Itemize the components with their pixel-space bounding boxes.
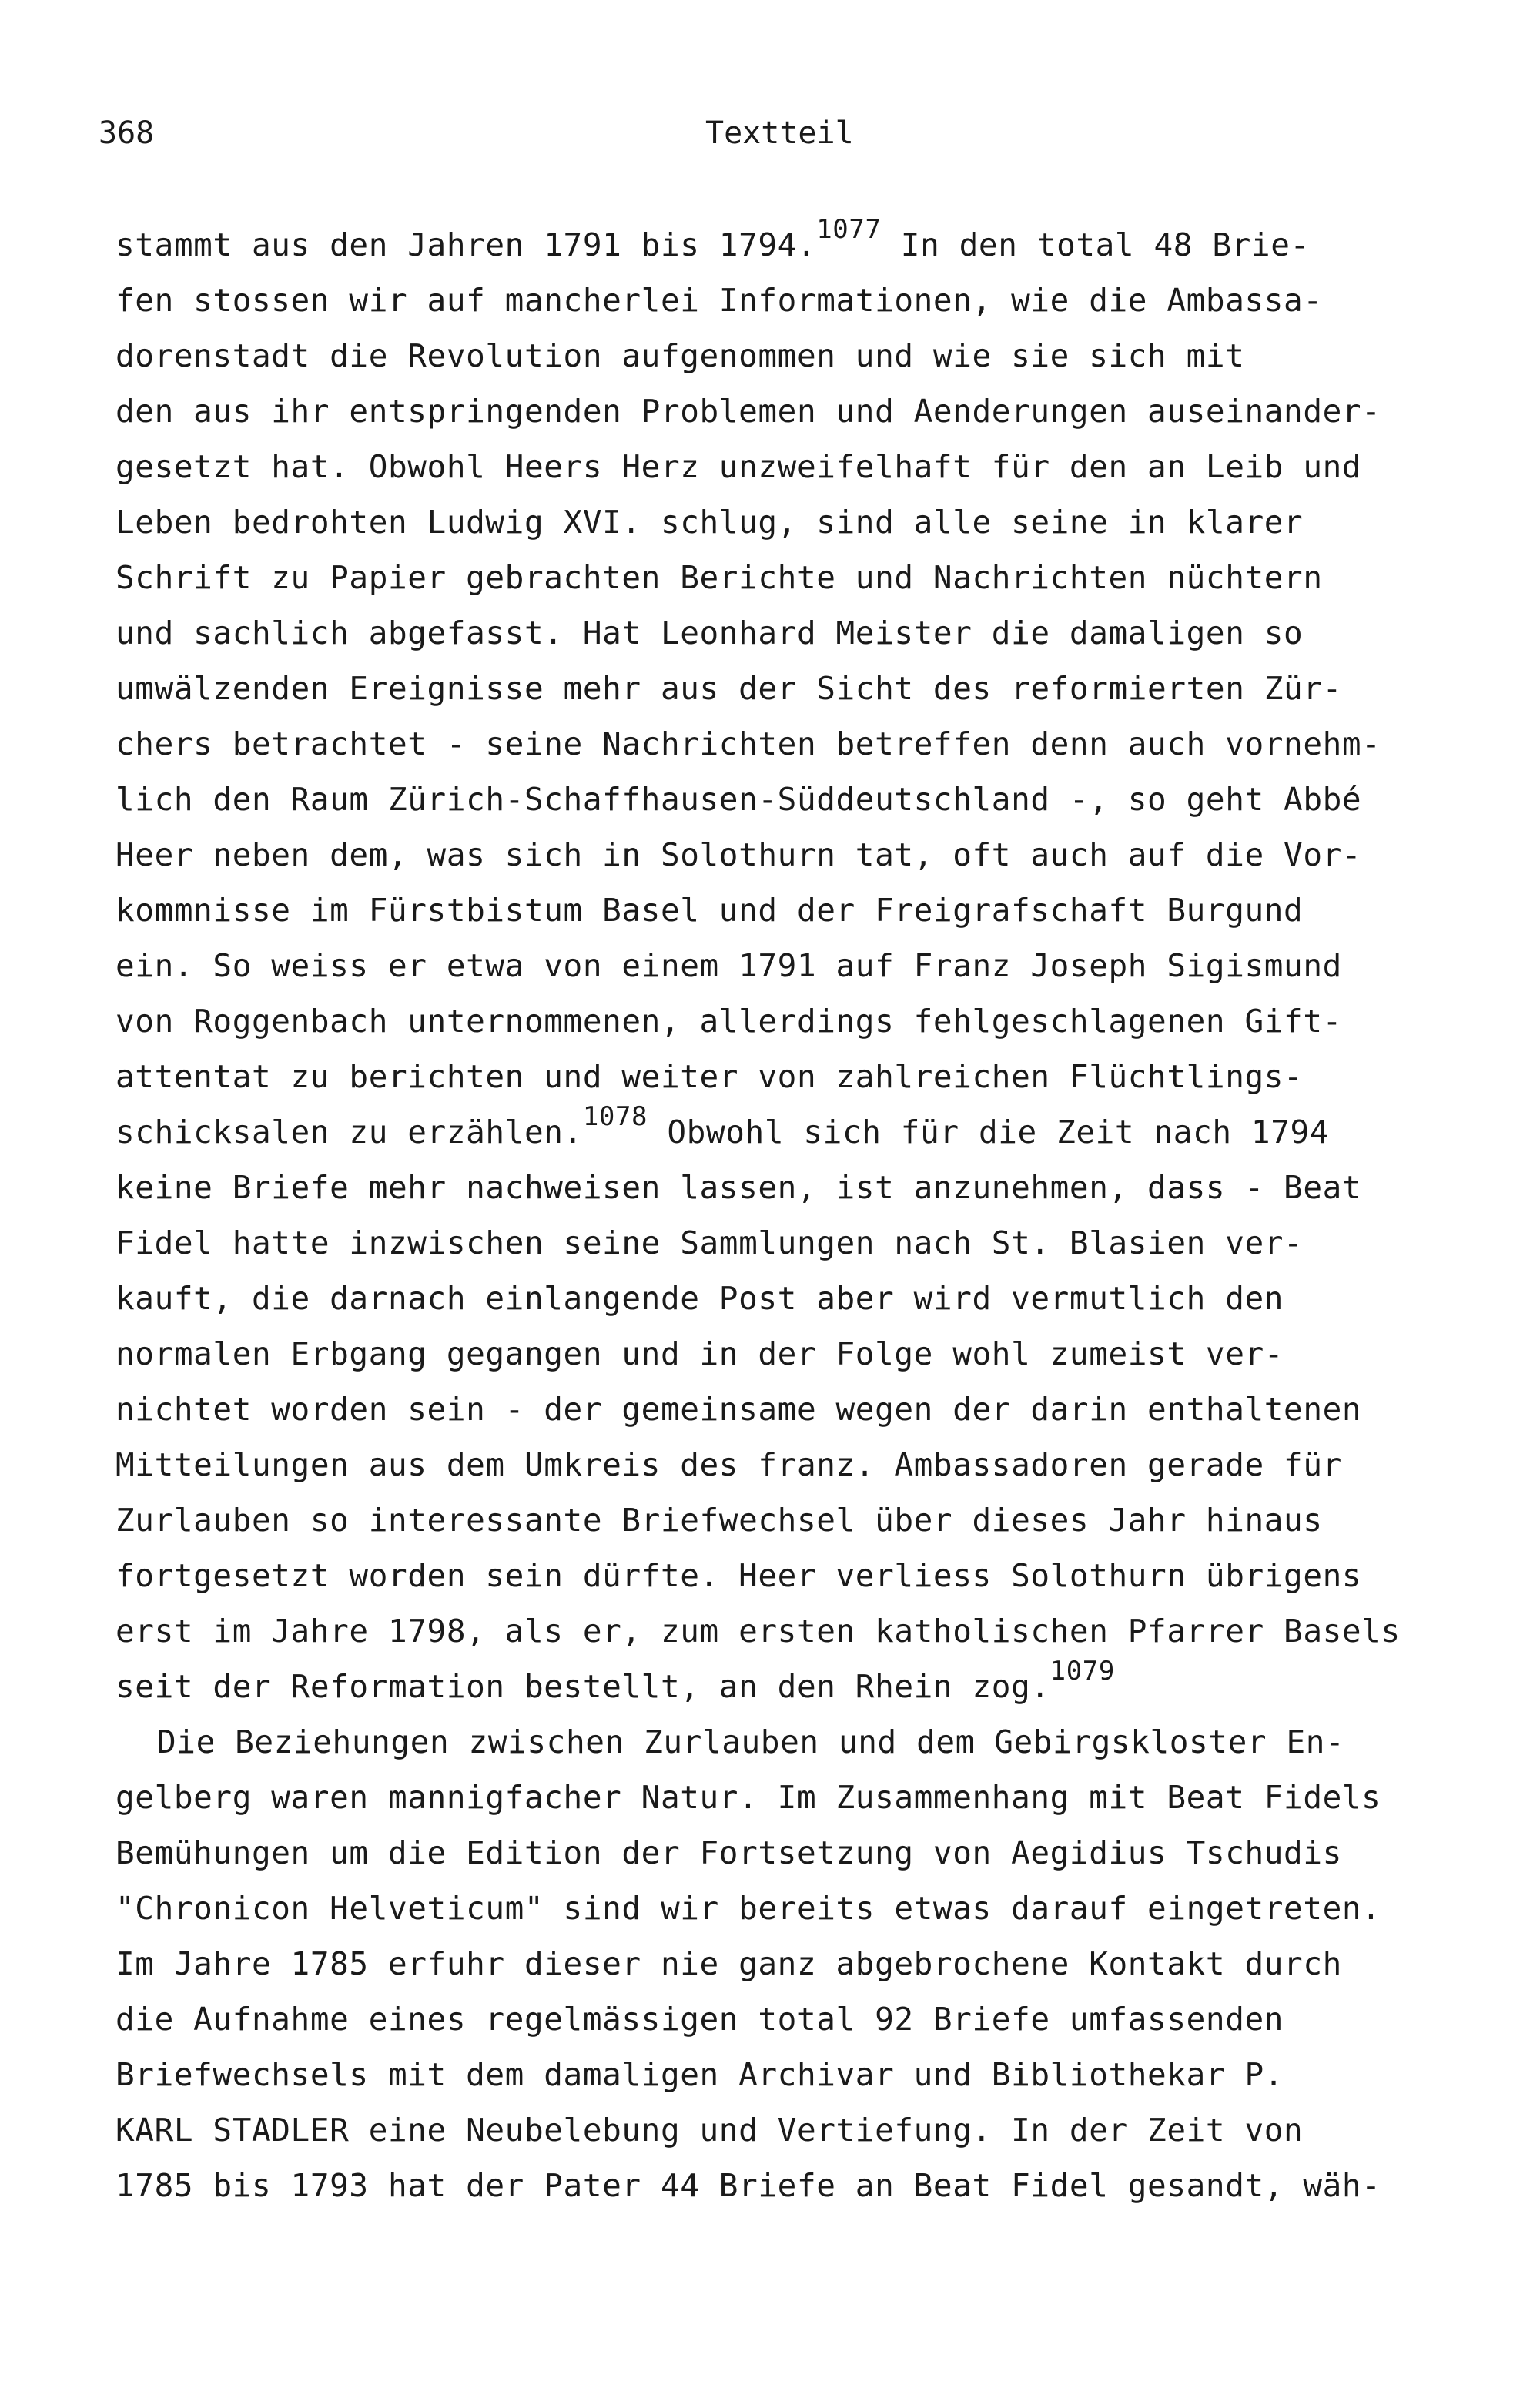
line-text: den aus ihr entspringenden Problemen und Aenderungen auseinander- [116, 393, 1381, 430]
line-text-continued: Obwohl sich für die Zeit nach 1794 [648, 1114, 1330, 1151]
line-text: gesetzt hat. Obwohl Heers Herz unzweifelhaft für den an Leib und [116, 448, 1362, 485]
line-text: Briefwechsels mit dem damaligen Archivar und Bibliothekar P. [116, 2056, 1284, 2093]
text-line [116, 1271, 1494, 1326]
footnote-reference: 1079 [1050, 1656, 1115, 1687]
line-text: stammt aus den Jahren 1791 bis 1794. [116, 226, 817, 263]
line-text: umwälzenden Ereignisse mehr aus der Sicht des reformierten Zür- [116, 670, 1342, 707]
line-text: fen stossen wir auf mancherlei Informationen, wie die Ambassa- [116, 282, 1323, 319]
text-line [116, 827, 1494, 883]
line-text: fortgesetzt worden sein dürfte. Heer verliess Solothurn übrigens [116, 1557, 1362, 1594]
page-number: 368 [99, 116, 155, 151]
text-line [116, 1160, 1494, 1215]
line-text: und sachlich abgefasst. Hat Leonhard Meister die damaligen so [116, 615, 1304, 652]
text-line [116, 1936, 1494, 1991]
line-text: erst im Jahre 1798, als er, zum ersten katholischen Pfarrer Basels [116, 1613, 1401, 1650]
text-line [116, 1656, 1494, 1714]
text-line [116, 1492, 1494, 1548]
body-text [116, 214, 1494, 2213]
text-line [116, 2102, 1494, 2158]
text-line [116, 214, 1494, 273]
text-line [116, 2047, 1494, 2102]
text-line [116, 328, 1494, 384]
line-text: Zurlauben so interessante Briefwechsel über dieses Jahr hinaus [116, 1502, 1323, 1539]
line-text: kauft, die darnach einlangende Post aber wird vermutlich den [116, 1280, 1284, 1317]
line-text: seit der Reformation bestellt, an den Rhein zog. [116, 1668, 1050, 1705]
line-text: Leben bedrohten Ludwig XVI. schlug, sind alle seine in klarer [116, 504, 1304, 541]
text-line [116, 1215, 1494, 1271]
text-line [116, 1770, 1494, 1825]
line-text: schicksalen zu erzählen. [116, 1114, 583, 1151]
text-line [116, 605, 1494, 661]
text-line [116, 661, 1494, 716]
text-line [116, 716, 1494, 772]
page-header [0, 116, 1540, 162]
text-line [116, 993, 1494, 1049]
text-line [116, 1825, 1494, 1881]
line-text: "Chronicon Helveticum" sind wir bereits etwas darauf eingetreten. [116, 1890, 1381, 1927]
line-text: Bemühungen um die Edition der Fortsetzung von Aegidius Tschudis [116, 1834, 1342, 1871]
text-line [116, 772, 1494, 827]
line-text: normalen Erbgang gegangen und in der Folge wohl zumeist ver- [116, 1335, 1284, 1372]
footnote-reference: 1077 [816, 214, 882, 246]
text-line [116, 883, 1494, 938]
line-text: 1785 bis 1793 hat der Pater 44 Briefe an Beat Fidel gesandt, wäh- [116, 2167, 1381, 2204]
text-line [116, 938, 1494, 993]
line-text-continued: In den total 48 Brie- [881, 226, 1310, 263]
text-line [116, 1714, 1494, 1770]
line-text: Im Jahre 1785 erfuhr dieser nie ganz abgebrochene Kontakt durch [116, 1945, 1342, 1982]
line-text: dorenstadt die Revolution aufgenommen und wie sie sich mit [116, 337, 1245, 374]
line-text: chers betrachtet - seine Nachrichten betreffen denn auch vornehm- [116, 725, 1381, 762]
text-line [116, 1382, 1494, 1437]
text-line [116, 1991, 1494, 2047]
line-text: Die Beziehungen zwischen Zurlauben und dem Gebirgskloster En- [157, 1723, 1345, 1760]
line-text: gelberg waren mannigfacher Natur. Im Zusammenhang mit Beat Fidels [116, 1779, 1381, 1816]
text-line [116, 1548, 1494, 1603]
line-text: Heer neben dem, was sich in Solothurn tat, oft auch auf die Vor- [116, 836, 1362, 873]
text-line [116, 2158, 1494, 2213]
line-text: von Roggenbach unternommenen, allerdings fehlgeschlagenen Gift- [116, 1003, 1342, 1040]
line-text: Mitteilungen aus dem Umkreis des franz. Ambassadoren gerade für [116, 1446, 1342, 1483]
text-line [116, 550, 1494, 605]
line-text: KARL STADLER eine Neubelebung und Vertiefung. In der Zeit von [116, 2112, 1304, 2149]
line-text: kommnisse im Fürstbistum Basel und der Freigrafschaft Burgund [116, 892, 1304, 929]
line-text: keine Briefe mehr nachweisen lassen, ist anzunehmen, dass - Beat [116, 1169, 1362, 1206]
text-line [116, 384, 1494, 439]
text-line [116, 1101, 1494, 1160]
text-line [116, 439, 1494, 494]
footnote-reference: 1078 [582, 1101, 648, 1133]
line-text: Schrift zu Papier gebrachten Berichte und Nachrichten nüchtern [116, 559, 1323, 596]
line-text: ein. So weiss er etwa von einem 1791 auf Franz Joseph Sigismund [116, 947, 1342, 984]
line-text: attentat zu berichten und weiter von zahlreichen Flüchtlings- [116, 1058, 1304, 1095]
line-text: nichtet worden sein - der gemeinsame wegen der darin enthaltenen [116, 1391, 1362, 1428]
text-line [116, 1603, 1494, 1659]
line-text: lich den Raum Zürich-Schaffhausen-Süddeutschland -, so geht Abbé [116, 781, 1362, 818]
text-line [116, 1326, 1494, 1382]
text-line [116, 494, 1494, 550]
running-title: Textteil [705, 116, 854, 151]
text-line [116, 273, 1494, 328]
text-line [116, 1437, 1494, 1492]
text-line [116, 1049, 1494, 1104]
text-line [116, 1881, 1494, 1936]
line-text: die Aufnahme eines regelmässigen total 92 Briefe umfassenden [116, 2001, 1284, 2038]
line-text: Fidel hatte inzwischen seine Sammlungen nach St. Blasien ver- [116, 1224, 1304, 1261]
